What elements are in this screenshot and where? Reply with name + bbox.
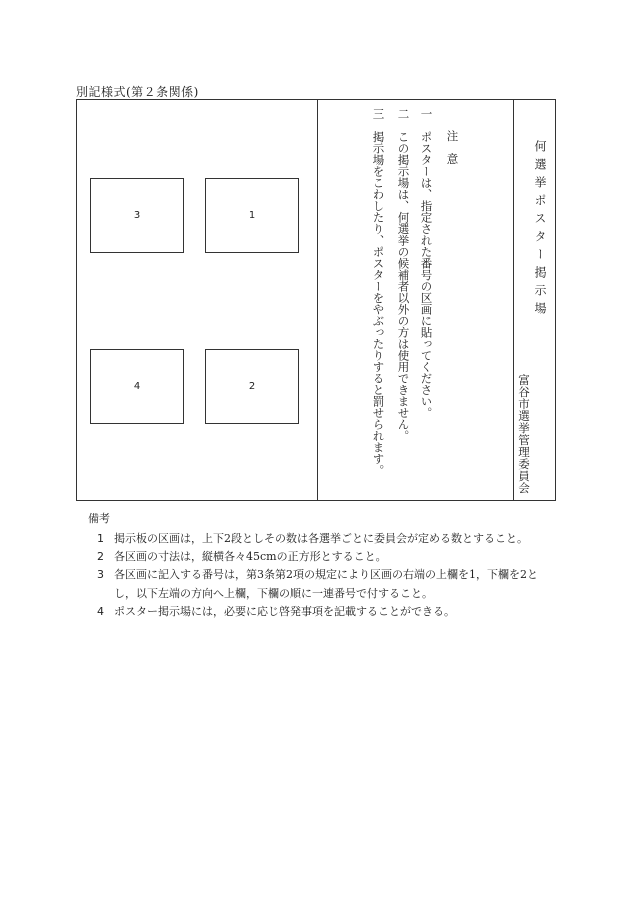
caution-item-3: 三 掲示場をこわしたり、ポスターをやぶったりすると罰せられます。 xyxy=(371,108,386,476)
notes-heading: 備考 xyxy=(88,512,110,525)
board-slot-1: 1 xyxy=(205,178,299,253)
note-number: 2 xyxy=(97,550,104,564)
note-number: 3 xyxy=(97,568,104,582)
left-divider xyxy=(317,100,318,500)
caution-heading: 注 意 xyxy=(445,130,460,165)
note-item xyxy=(88,566,558,602)
caution-item-2: 二 この掲示場は、何選挙の候補者以外の方は使用できません。 xyxy=(396,108,411,442)
right-divider xyxy=(513,100,514,500)
note-text: 各区画の寸法は，縦横各々45cmの正方形とすること。 xyxy=(114,550,387,564)
committee-name: 富谷市選挙管理委員会 xyxy=(517,374,531,494)
board-slot-4: 4 xyxy=(90,349,184,424)
board-slot-2: 2 xyxy=(205,349,299,424)
note-item xyxy=(88,530,558,548)
note-number: 1 xyxy=(97,532,104,546)
note-item xyxy=(88,603,558,621)
note-text: 各区画に記入する番号は，第3条第2項の規定により区画の右端の上欄を1，下欄を2とし，以下左端の方向へ上欄，下欄の順に一連番号で付すること。 xyxy=(114,568,538,600)
board-title: 何選挙ポスター掲示場 xyxy=(533,140,547,320)
form-label: 別記様式(第２条関係) xyxy=(76,85,199,99)
notes-section xyxy=(88,510,558,621)
note-text: ポスター掲示場には，必要に応じ啓発事項を記載することができる。 xyxy=(114,604,455,618)
board-slot-3: 3 xyxy=(90,178,184,253)
note-item xyxy=(88,548,558,566)
caution-item-1: 一 ポスターは、指定された番号の区画に貼ってください。 xyxy=(419,108,434,419)
note-text: 掲示板の区画は，上下2段としその数は各選挙ごとに委員会が定める数とすること。 xyxy=(114,532,528,546)
note-number: 4 xyxy=(97,604,104,618)
poster-board-form xyxy=(76,99,556,501)
